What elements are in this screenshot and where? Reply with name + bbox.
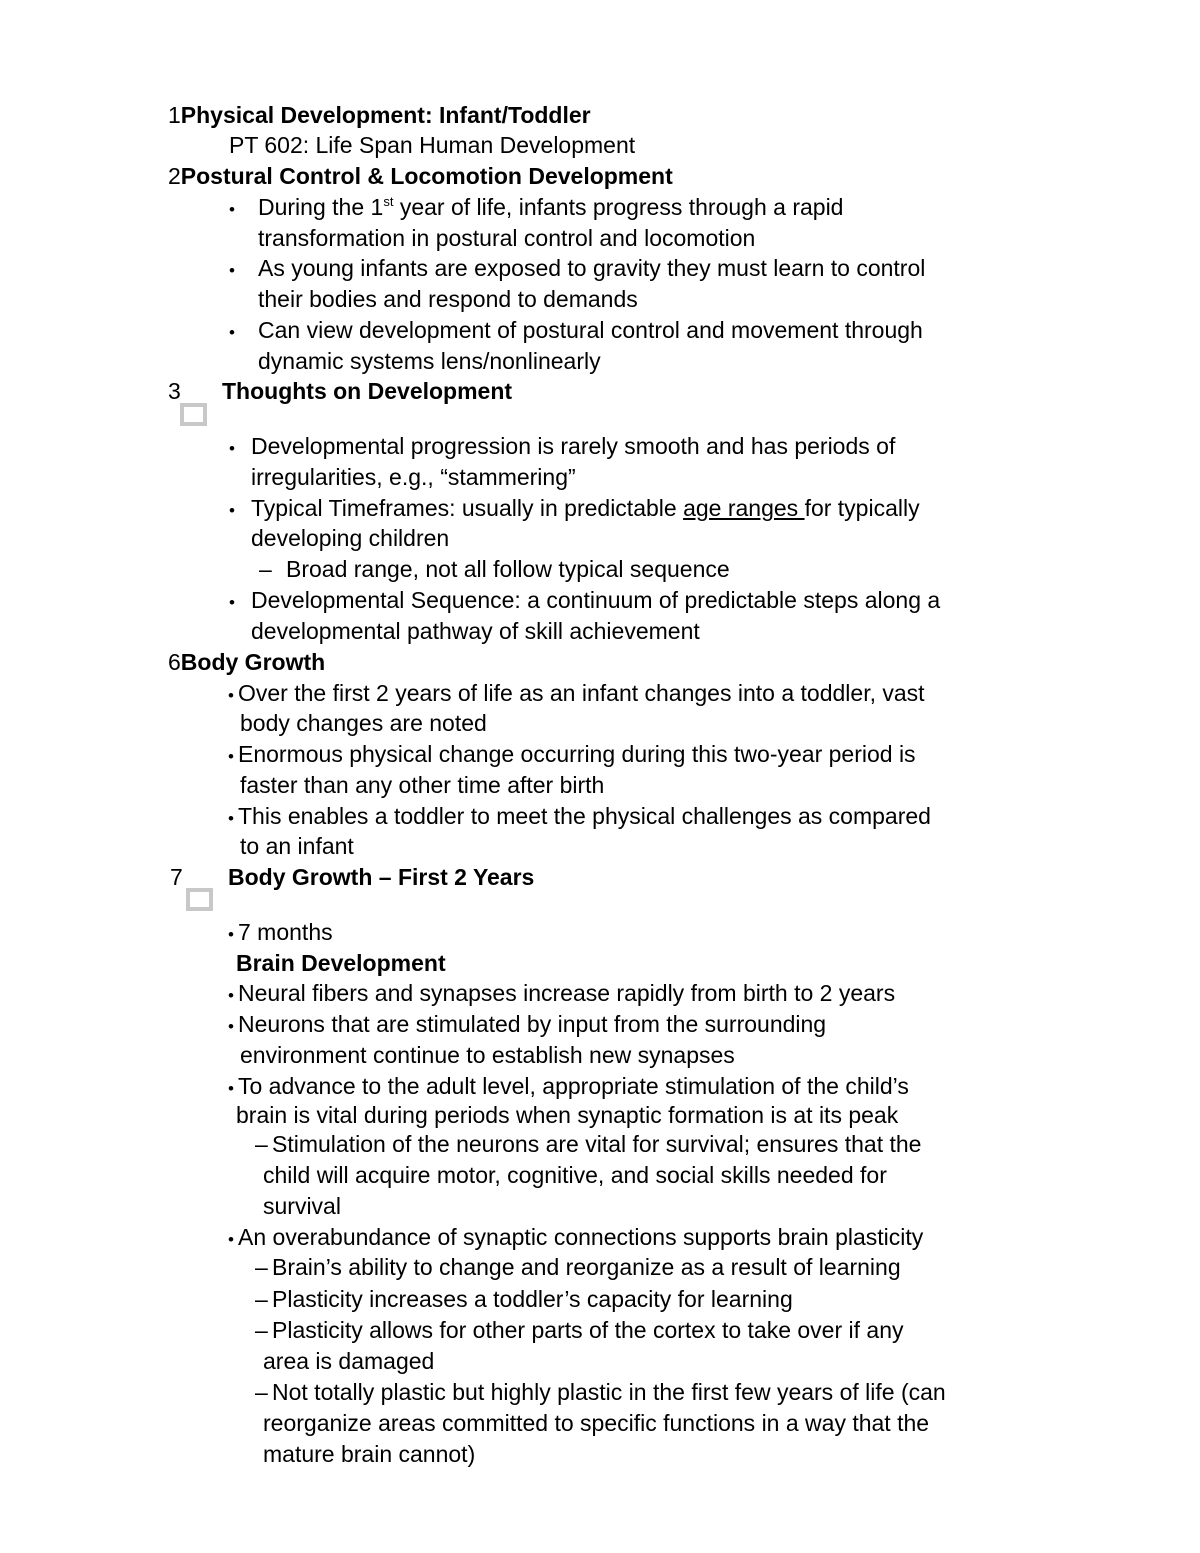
bullet-text: This enables a toddler to meet the physical challenges as compared: [238, 803, 931, 829]
bullet-text-cont: irregularities, e.g., “stammering”: [251, 464, 576, 490]
slide-title: Body Growth – First 2 Years: [228, 864, 535, 890]
sub-bullet-text-cont: survival: [263, 1193, 341, 1219]
bullet-text-cont: developing children: [251, 525, 450, 551]
bullet-icon: •: [229, 501, 235, 520]
sub-bullet-text: Stimulation of the neurons are vital for survival; ensures that the: [272, 1131, 922, 1157]
slide-title: Physical Development: Infant/Toddler: [180, 102, 591, 128]
bullet-icon: •: [229, 200, 235, 219]
sub-bullet-text-cont: child will acquire motor, cognitive, and social skills needed for: [263, 1162, 887, 1188]
slide-1-heading: [168, 100, 591, 131]
bullet-text: Developmental Sequence: a continuum of predictable steps along a: [251, 587, 941, 613]
bullet-item: [229, 585, 235, 618]
bullet-item: [228, 1071, 234, 1104]
bullet-text-cont: developmental pathway of skill achievement: [251, 618, 700, 644]
bullet-text-cont: to an infant: [240, 833, 354, 859]
bullet-icon: •: [229, 439, 235, 458]
slide-number: 1: [168, 102, 181, 128]
bullet-icon: •: [228, 1079, 234, 1098]
bullet-text: Neural fibers and synapses increase rapidly from birth to 2 years: [238, 980, 896, 1006]
sub-bullet-text-cont: reorganize areas committed to specific functions in a way that the: [263, 1410, 930, 1436]
slide-6-heading: [168, 647, 325, 678]
sub-bullet-item: [255, 1129, 268, 1160]
bullet-icon: •: [228, 809, 234, 828]
bullet-text-cont: dynamic systems lens/nonlinearly: [258, 348, 601, 374]
bullet-text: Can view development of postural control and movement through: [258, 317, 923, 343]
sub-bullet-text: Plasticity allows for other parts of the cortex to take over if any: [272, 1317, 904, 1343]
slide-number: 6: [168, 649, 181, 675]
bullet-item: [228, 1009, 234, 1042]
bullet-text-cont: brain is vital during periods when synaptic formation is at its peak: [236, 1102, 899, 1128]
sub-bullet-item: [255, 1315, 268, 1346]
slide-number: 2: [168, 163, 181, 189]
bullet-text-cont: body changes are noted: [240, 710, 487, 736]
bullet-text-cont: faster than any other time after birth: [240, 772, 605, 798]
dash-icon: –: [259, 556, 272, 582]
bullet-text: Neurons that are stimulated by input from the surrounding: [238, 1011, 827, 1037]
bullet-item: [228, 739, 234, 772]
dash-icon: –: [255, 1317, 268, 1343]
bullet-text: During the 1st year of life, infants progress through a rapid: [258, 194, 844, 220]
bullet-icon: •: [228, 1230, 234, 1249]
dash-icon: –: [255, 1379, 268, 1405]
bullet-text: As young infants are exposed to gravity they must learn to control: [258, 255, 926, 281]
bullet-text: Developmental progression is rarely smooth and has periods of: [251, 433, 896, 459]
slide-title: Body Growth: [180, 649, 326, 675]
bullet-icon: •: [229, 261, 235, 280]
bullet-text: To advance to the adult level, appropriate stimulation of the child’s: [238, 1073, 909, 1099]
bullet-item: [229, 253, 235, 286]
sub-bullet-text: Broad range, not all follow typical sequence: [286, 556, 730, 582]
bullet-text-cont: their bodies and respond to demands: [258, 286, 638, 312]
bullet-item: [229, 493, 235, 526]
sub-bullet-item: [259, 554, 272, 585]
sub-bullet-text: Brain’s ability to change and reorganize as a result of learning: [272, 1254, 901, 1280]
bullet-item: [228, 801, 234, 834]
sub-heading: Brain Development: [236, 950, 446, 976]
bullet-text-cont: transformation in postural control and locomotion: [258, 225, 756, 251]
bullet-item: [229, 431, 235, 464]
sub-bullet-text-cont: mature brain cannot): [263, 1441, 476, 1467]
bullet-text: An overabundance of synaptic connections supports brain plasticity: [238, 1224, 924, 1250]
dash-icon: –: [255, 1286, 268, 1312]
slide-title: Thoughts on Development: [222, 378, 513, 404]
underlined-text: age ranges: [683, 495, 805, 521]
bullet-item: [229, 192, 235, 225]
slide-subtitle: PT 602: Life Span Human Development: [229, 132, 636, 158]
bullet-icon: •: [228, 925, 234, 944]
dash-icon: –: [255, 1131, 268, 1157]
slide-title: Postural Control & Locomotion Development: [180, 163, 673, 189]
bullet-item: [228, 917, 234, 950]
bullet-icon: •: [228, 1017, 234, 1036]
sub-bullet-text-cont: area is damaged: [263, 1348, 435, 1374]
bullet-item: [228, 1222, 234, 1255]
bullet-icon: •: [228, 686, 234, 705]
bullet-text-cont: environment continue to establish new synapses: [240, 1042, 735, 1068]
bullet-text: Enormous physical change occurring during this two-year period is: [238, 741, 916, 767]
sub-bullet-item: [255, 1377, 268, 1408]
bullet-icon: •: [228, 986, 234, 1005]
sub-bullet-item: [255, 1284, 268, 1315]
bullet-item: [228, 678, 234, 711]
bullet-item: [228, 978, 234, 1011]
bullet-text: Typical Timeframes: usually in predictable age ranges for typically: [251, 495, 920, 521]
bullet-text: Over the first 2 years of life as an infant changes into a toddler, vast: [238, 680, 925, 706]
image-placeholder-icon: [186, 888, 213, 911]
slide-7-number: 7: [170, 864, 183, 890]
bullet-text: 7 months: [238, 919, 333, 945]
sub-bullet-text: Plasticity increases a toddler’s capacity for learning: [272, 1286, 793, 1312]
bullet-icon: •: [228, 747, 234, 766]
slide-3-number: 3: [168, 378, 181, 404]
slide-2-heading: [168, 161, 673, 192]
sub-bullet-item: [255, 1252, 268, 1283]
bullet-icon: •: [229, 593, 235, 612]
bullet-icon: •: [229, 323, 235, 342]
bullet-item: [229, 315, 235, 348]
image-placeholder-icon: [180, 403, 207, 426]
dash-icon: –: [255, 1254, 268, 1280]
sub-bullet-text: Not totally plastic but highly plastic in the first few years of life (can: [272, 1379, 946, 1405]
